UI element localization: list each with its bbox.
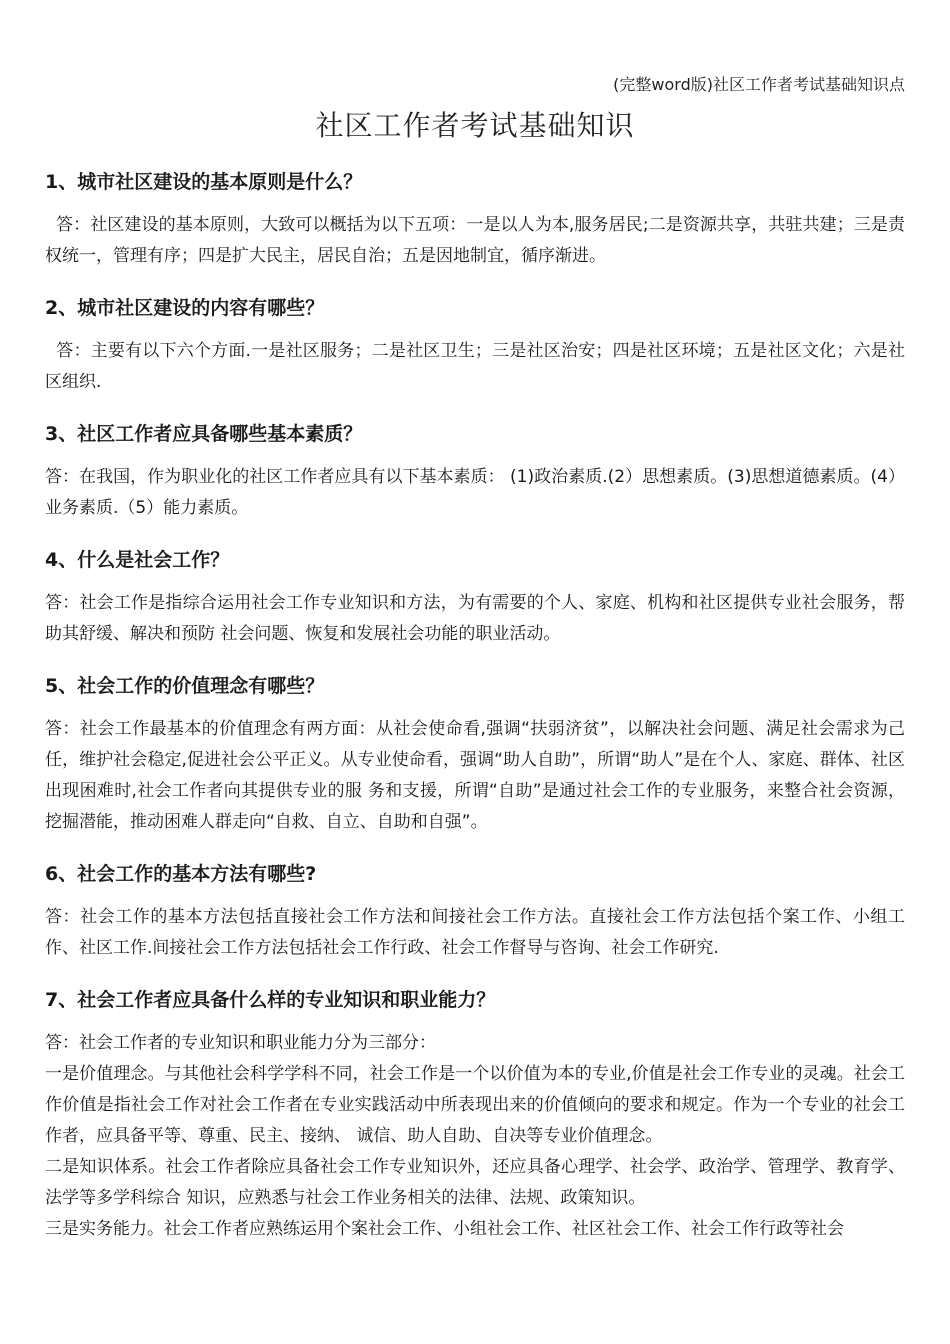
question-5: 5、社会工作的价值理念有哪些？ — [45, 675, 325, 697]
answer-5: 答：社会工作最基本的价值理念有两方面：从社会使命看,强调“扶弱济贫”，以解决社会问题、满足社会需求为己任，维护社会稳定,促进社会公平正义。从专业使命看，强调“助人自助”，所谓“助人”是在个人、家庭、群体、社区出现困难时,社会工作者向其提供专业的服 务和支援，所谓“自助”是通过社会工作的专业服务，来整合社会资源，挖掘潜能，推动困难人群走向“自救、自立、自助和自强”。 — [45, 719, 905, 832]
answer-2: 答：主要有以下六个方面.一是社区服务；二是社区卫生；三是社区治安；四是社区环境；五是社区文化；六是社区组织. — [45, 341, 905, 392]
answer-4: 答：社会工作是指综合运用社会工作专业知识和方法，为有需要的个人、家庭、机构和社区提供专业社会服务，帮助其舒缓、解决和预防 社会问题、恢复和发展社会功能的职业活动。 — [45, 593, 905, 644]
question-1: 1、城市社区建设的基本原则是什么？ — [45, 171, 363, 193]
question-3: 3、社区工作者应具备哪些基本素质？ — [45, 423, 363, 445]
section-3 — [45, 420, 905, 546]
question-2: 2、城市社区建设的内容有哪些？ — [45, 297, 325, 319]
answer-7-part-3: 三是实务能力。社会工作者应熟练运用个案社会工作、小组社会工作、社区社会工作、社会工作行政等社会 — [45, 1219, 844, 1239]
document-body — [45, 168, 905, 1245]
question-4: 4、什么是社会工作？ — [45, 549, 230, 571]
answer-1: 答：社区建设的基本原则，大致可以概括为以下五项：一是以人为本,服务居民;二是资源共享，共驻共建；三是责权统一，管理有序；四是扩大民主，居民自治；五是因地制宜，循序渐进。 — [45, 215, 905, 266]
document-title: 社区工作者考试基础知识 — [315, 109, 635, 142]
answer-3: 答：在我国，作为职业化的社区工作者应具有以下基本素质： (1)政治素质.(2）思想素质。(3)思想道德素质。(4）业务素质.（5）能力素质。 — [45, 467, 905, 518]
answer-6: 答：社会工作的基本方法包括直接社会工作方法和间接社会工作方法。直接社会工作方法包括个案工作、小组工作、社区工作.间接社会工作方法包括社会工作行政、社会工作督导与咨询、社会工作研究. — [45, 907, 905, 958]
answer-7-part-2: 二是知识体系。社会工作者除应具备社会工作专业知识外，还应具备心理学、社会学、政治学、管理学、教育学、法学等多学科综合 知识，应熟悉与社会工作业务相关的法律、法规、政策知识。 — [45, 1157, 905, 1208]
answer-7-intro: 答：社会工作者的专业知识和职业能力分为三部分： — [45, 1033, 436, 1053]
question-6: 6、社会工作的基本方法有哪些? — [45, 863, 317, 885]
section-6 — [45, 860, 905, 986]
question-7: 7、社会工作者应具备什么样的专业知识和职业能力？ — [45, 989, 496, 1011]
section-1 — [45, 168, 905, 294]
section-2 — [45, 294, 905, 420]
header-note: (完整word版)社区工作者考试基础知识点 — [613, 75, 905, 94]
answer-7-part-1: 一是价值理念。与其他社会科学学科不同，社会工作是一个以价值为本的专业,价值是社会工作专业的灵魂。社会工作价值是指社会工作对社会工作者在专业实践活动中所表现出来的价值倾向的要求和规定。作为一个专业的社会工作者，应具备平等、尊重、民主、接纳、 诚信、助人自助、自决等专业价值理念。 — [45, 1064, 905, 1146]
section-4 — [45, 546, 905, 672]
section-7 — [45, 986, 905, 1245]
section-5 — [45, 672, 905, 860]
